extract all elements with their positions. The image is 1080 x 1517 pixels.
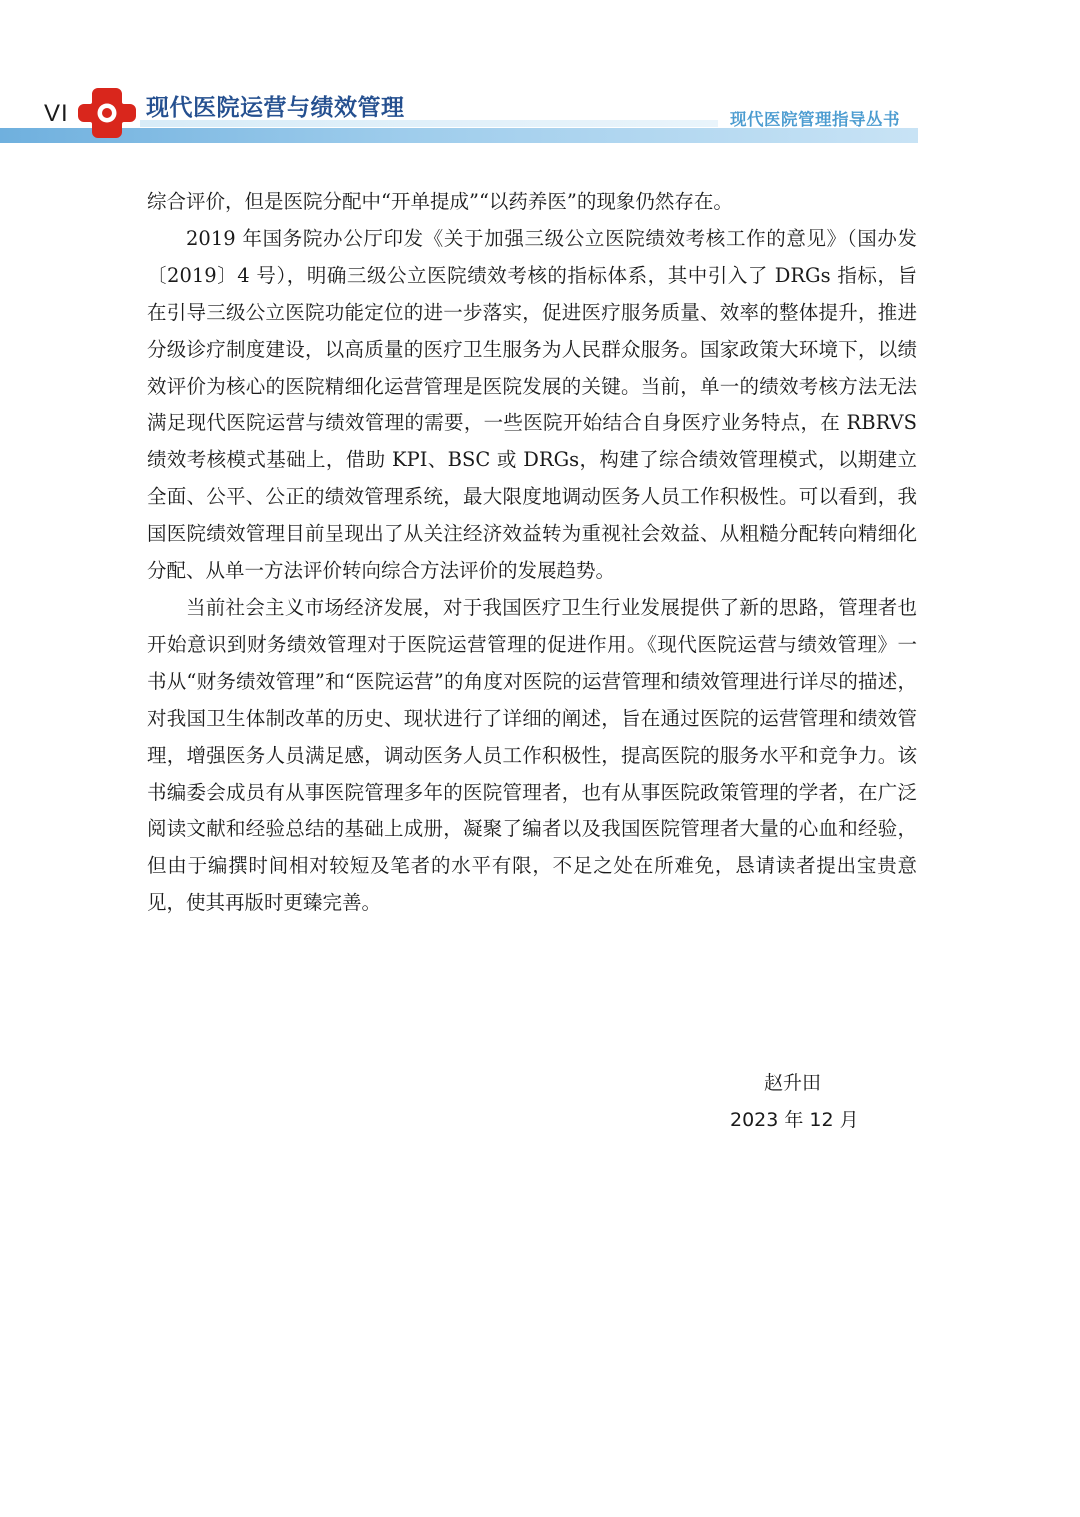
paragraph: 综合评价，但是医院分配中“开单提成”“以药养医”的现象仍然存在。 — [147, 190, 733, 213]
signature-date: 2023 年 12 月 — [730, 1109, 859, 1131]
book-title: 现代医院运营与绩效管理 — [146, 95, 405, 121]
page-number: VI — [44, 100, 69, 127]
author-name: 赵升田 — [764, 1072, 822, 1094]
body-text — [147, 184, 917, 922]
header-band — [0, 128, 918, 143]
red-cross-logo-icon — [78, 84, 136, 142]
paragraph: 当前社会主义市场经济发展，对于我国医疗卫生行业发展提供了新的思路，管理者也开始意识到财务绩效管理对于医院运营管理的促进作用。《现代医院运营与绩效管理》一书从“财务绩效管理”和“医院运营”的角度对医院的运营管理和绩效管理进行详尽的描述，对我国卫生体制改革的历史、现状进行了详细的阐述，旨在通过医院的运营管理和绩效管理，增强医务人员满足感，调动医务人员工作积极性，提高医院的服务水平和竞争力。该书编委会成员有从事医院管理多年的医院管理者，也有从事医院政策管理的学者，在广泛阅读文献和经验总结的基础上成册，凝聚了编者以及我国医院管理者大量的心血和经验，但由于编撰时间相对较短及笔者的水平有限，不足之处在所难免，恳请读者提出宝贵意见，使其再版时更臻完善。 — [147, 595, 917, 915]
paragraph: 2019 年国务院办公厅印发《关于加强三级公立医院绩效考核工作的意见》（国办发〔2019〕4 号），明确三级公立医院绩效考核的指标体系，其中引入了 DRGs 指标，旨在引导三级公立医院功能定位的进一步落实，促进医疗服务质量、效率的整体提升，推进分级诊疗制度建设，以高质量的医疗卫生服务为人民群众服务。国家政策大环境下，以绩效评价为核心的医院精细化运营管理是医院发展的关键。当前，单一的绩效考核方法无法满足现代医院运营与绩效管理的需要，一些医院开始结合自身医疗业务特点，在 RBRVS 绩效考核模式基础上，借助 KPI、BSC 或 DRGs，构建了综合绩效管理模式，以期建立全面、公平、公正的绩效管理系统，最大限度地调动医务人员工作积极性。可以看到，我国医院绩效管理目前呈现出了从关注经济效益转为重视社会效益、从粗糙分配转向精细化分配、从单一方法评价转向综合方法评价的发展趋势。 — [147, 226, 917, 583]
page-header — [0, 0, 1080, 160]
series-title: 现代医院管理指导丛书 — [730, 110, 900, 129]
